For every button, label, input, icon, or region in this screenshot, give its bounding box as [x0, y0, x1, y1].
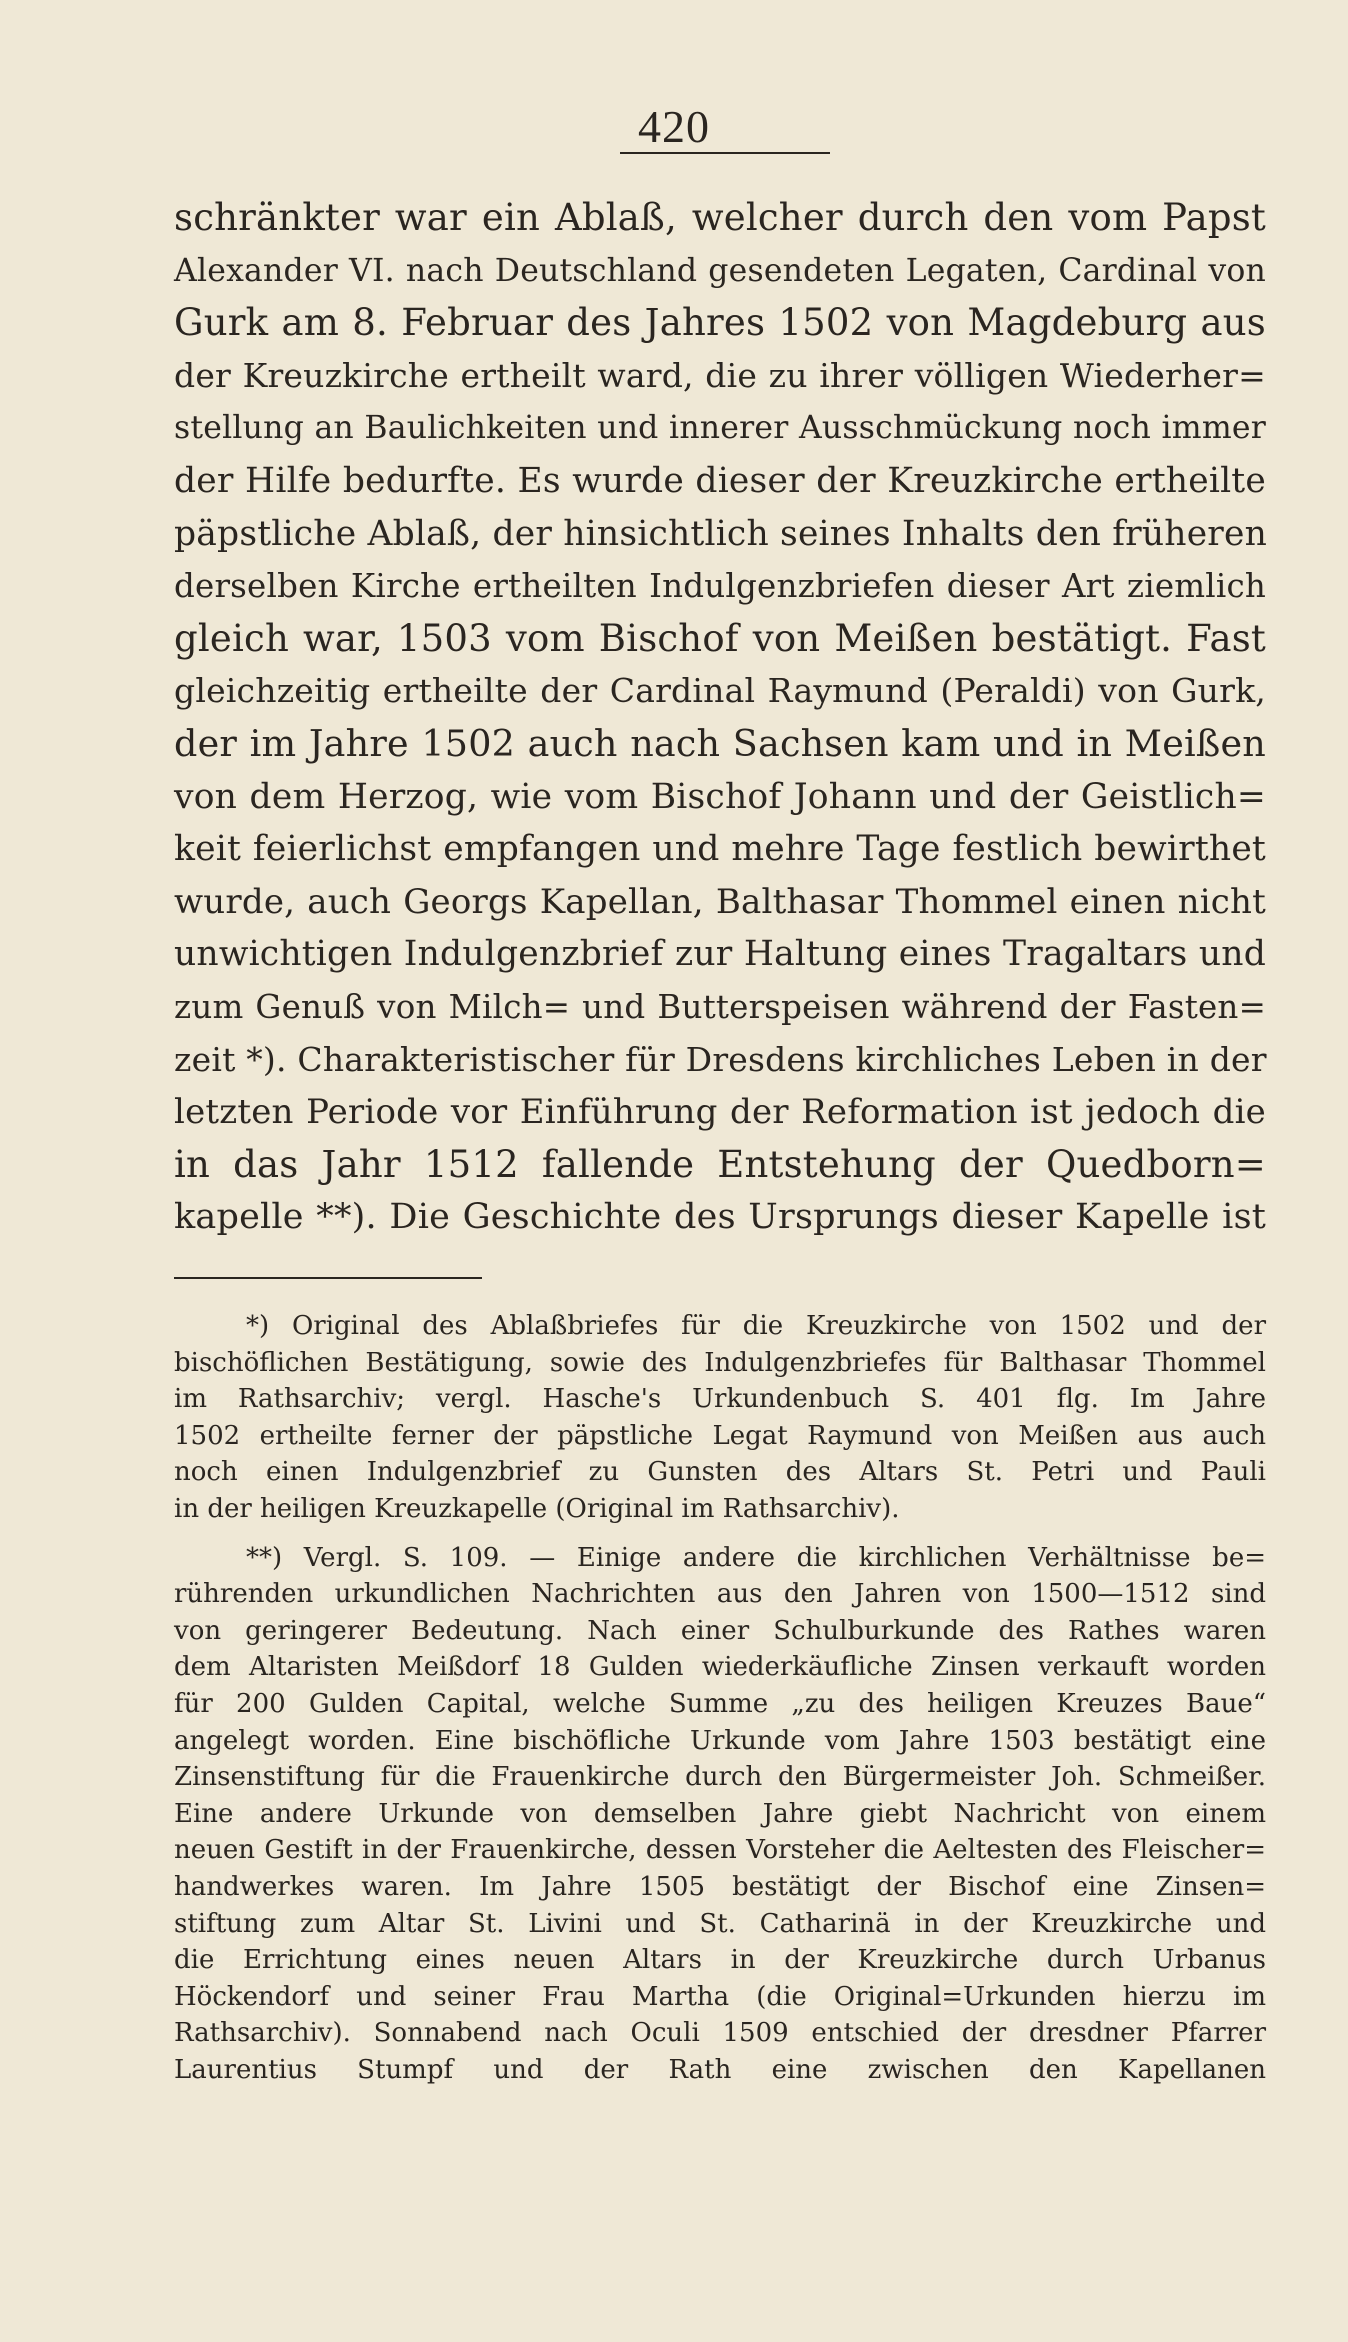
footnote-line: in der heiligen Kreuzkapelle (Original im Rathsarchiv).	[174, 1493, 900, 1524]
footnote-line: die Errichtung eines neuen Altars in der Kreuzkirche durch Urbanus	[174, 1945, 1266, 1976]
footnote-line: 1502 ertheilte ferner der päpstliche Legat Raymund von Meißen aus auch	[174, 1420, 1266, 1451]
footnote-line: im Rathsarchiv; vergl. Hasche's Urkundenbuch S. 401 flg. Im Jahre	[174, 1384, 1266, 1415]
footnote-line: Rathsarchiv). Sonnabend nach Oculi 1509 entschied der dresdner Pfarrer	[174, 2018, 1266, 2049]
main-text-line: gleich war, 1503 vom Bischof von Meißen bestätigt. Fast	[174, 616, 1266, 660]
footnote-line: rührenden urkundlichen Nachrichten aus den Jahren von 1500—1512 sind	[174, 1579, 1266, 1610]
footnote-line: handwerkes waren. Im Jahre 1505 bestätigt der Bischof eine Zinsen=	[174, 1871, 1266, 1902]
footnote-line: **) Vergl. S. 109. — Einige andere die kirchlichen Verhältnisse be=	[246, 1542, 1266, 1573]
footnote-line: neuen Gestift in der Frauenkirche, dessen Vorsteher die Aeltesten des Fleischer=	[174, 1835, 1266, 1866]
footnote-line: von geringerer Bedeutung. Nach einer Schulburkunde des Rathes waren	[174, 1615, 1266, 1646]
footnote-line: *) Original des Ablaßbriefes für die Kreuzkirche von 1502 und der	[246, 1311, 1266, 1341]
main-text	[174, 192, 1266, 1244]
main-text-line: der im Jahre 1502 auch nach Sachsen kam und in Meißen	[174, 721, 1266, 765]
main-text-line: Alexander VI. nach Deutschland gesendeten Legaten, Cardinal von	[174, 252, 1266, 289]
page-number: 420	[638, 101, 710, 152]
footnote-line: stiftung zum Altar St. Livini und St. Catharinä in der Kreuzkirche und	[174, 1908, 1266, 1939]
footnote-1	[174, 1308, 1266, 1528]
footnote-line: für 200 Gulden Capital, welche Summe „zu des heiligen Kreuzes Baue“	[174, 1688, 1266, 1719]
main-text-line: zeit *). Charakteristischer für Dresdens kirchliches Leben in der	[174, 1039, 1267, 1079]
main-text-line: gleichzeitig ertheilte der Cardinal Raymund (Peraldi) von Gurk,	[174, 671, 1266, 711]
main-text-line: Gurk am 8. Februar des Jahres 1502 von Magdeburg aus	[174, 301, 1266, 345]
footnote-2	[174, 1540, 1266, 2089]
footnotes	[174, 1308, 1266, 2088]
main-text-line: keit feierlichst empfangen und mehre Tage festlich bewirthet	[174, 829, 1266, 870]
main-text-line: der Hilfe bedurfte. Es wurde dieser der Kreuzkirche ertheilte	[174, 460, 1266, 501]
main-text-line: päpstliche Ablaß, der hinsichtlich seines Inhalts den früheren	[174, 513, 1268, 554]
main-text-line: in das Jahr 1512 fallende Entstehung der Quedborn=	[174, 1142, 1266, 1186]
footnote-line: angelegt worden. Eine bischöfliche Urkunde vom Jahre 1503 bestätigt eine	[174, 1725, 1266, 1756]
main-text-line: letzten Periode vor Einführung der Reformation ist jedoch die	[174, 1092, 1266, 1133]
footnote-line: Zinsenstiftung für die Frauenkirche durch den Bürgermeister Joh. Schmeißer.	[174, 1762, 1266, 1793]
main-text-line: stellung an Baulichkeiten und innerer Ausschmückung noch immer	[174, 410, 1266, 447]
main-text-line: derselben Kirche ertheilten Indulgenzbriefen dieser Art ziemlich	[174, 567, 1266, 606]
footnote-line: noch einen Indulgenzbrief zu Gunsten des Altars St. Petri und Pauli	[174, 1457, 1266, 1488]
main-text-line: wurde, auch Georgs Kapellan, Balthasar Thommel einen nicht	[174, 881, 1266, 922]
footnote-line: Höckendorf und seiner Frau Martha (die Original=Urkunden hierzu im	[174, 1981, 1266, 2012]
footnote-separator	[174, 1277, 482, 1279]
header-rule	[620, 152, 830, 154]
footnote-line: dem Altaristen Meißdorf 18 Gulden wiederkäufliche Zinsen verkauft worden	[174, 1652, 1266, 1683]
footnote-line: Eine andere Urkunde von demselben Jahre giebt Nachricht von einem	[174, 1798, 1266, 1829]
main-text-line: von dem Herzog, wie vom Bischof Johann und der Geistlich=	[174, 776, 1266, 817]
footnote-line: bischöflichen Bestätigung, sowie des Indulgenzbriefes für Balthasar Thommel	[174, 1347, 1266, 1378]
main-text-line: unwichtigen Indulgenzbrief zur Haltung eines Tragaltars und	[174, 934, 1266, 975]
footnote-line: Laurentius Stumpf und der Rath eine zwischen den Kapellanen	[174, 2054, 1266, 2085]
main-text-line: zum Genuß von Milch= und Butterspeisen während der Fasten=	[174, 987, 1266, 1026]
main-text-line: schränkter war ein Ablaß, welcher durch den vom Papst	[174, 196, 1266, 239]
main-text-line: kapelle **). Die Geschichte des Ursprungs dieser Kapelle ist	[174, 1197, 1266, 1238]
main-text-line: der Kreuzkirche ertheilt ward, die zu ihrer völligen Wiederher=	[174, 355, 1266, 395]
